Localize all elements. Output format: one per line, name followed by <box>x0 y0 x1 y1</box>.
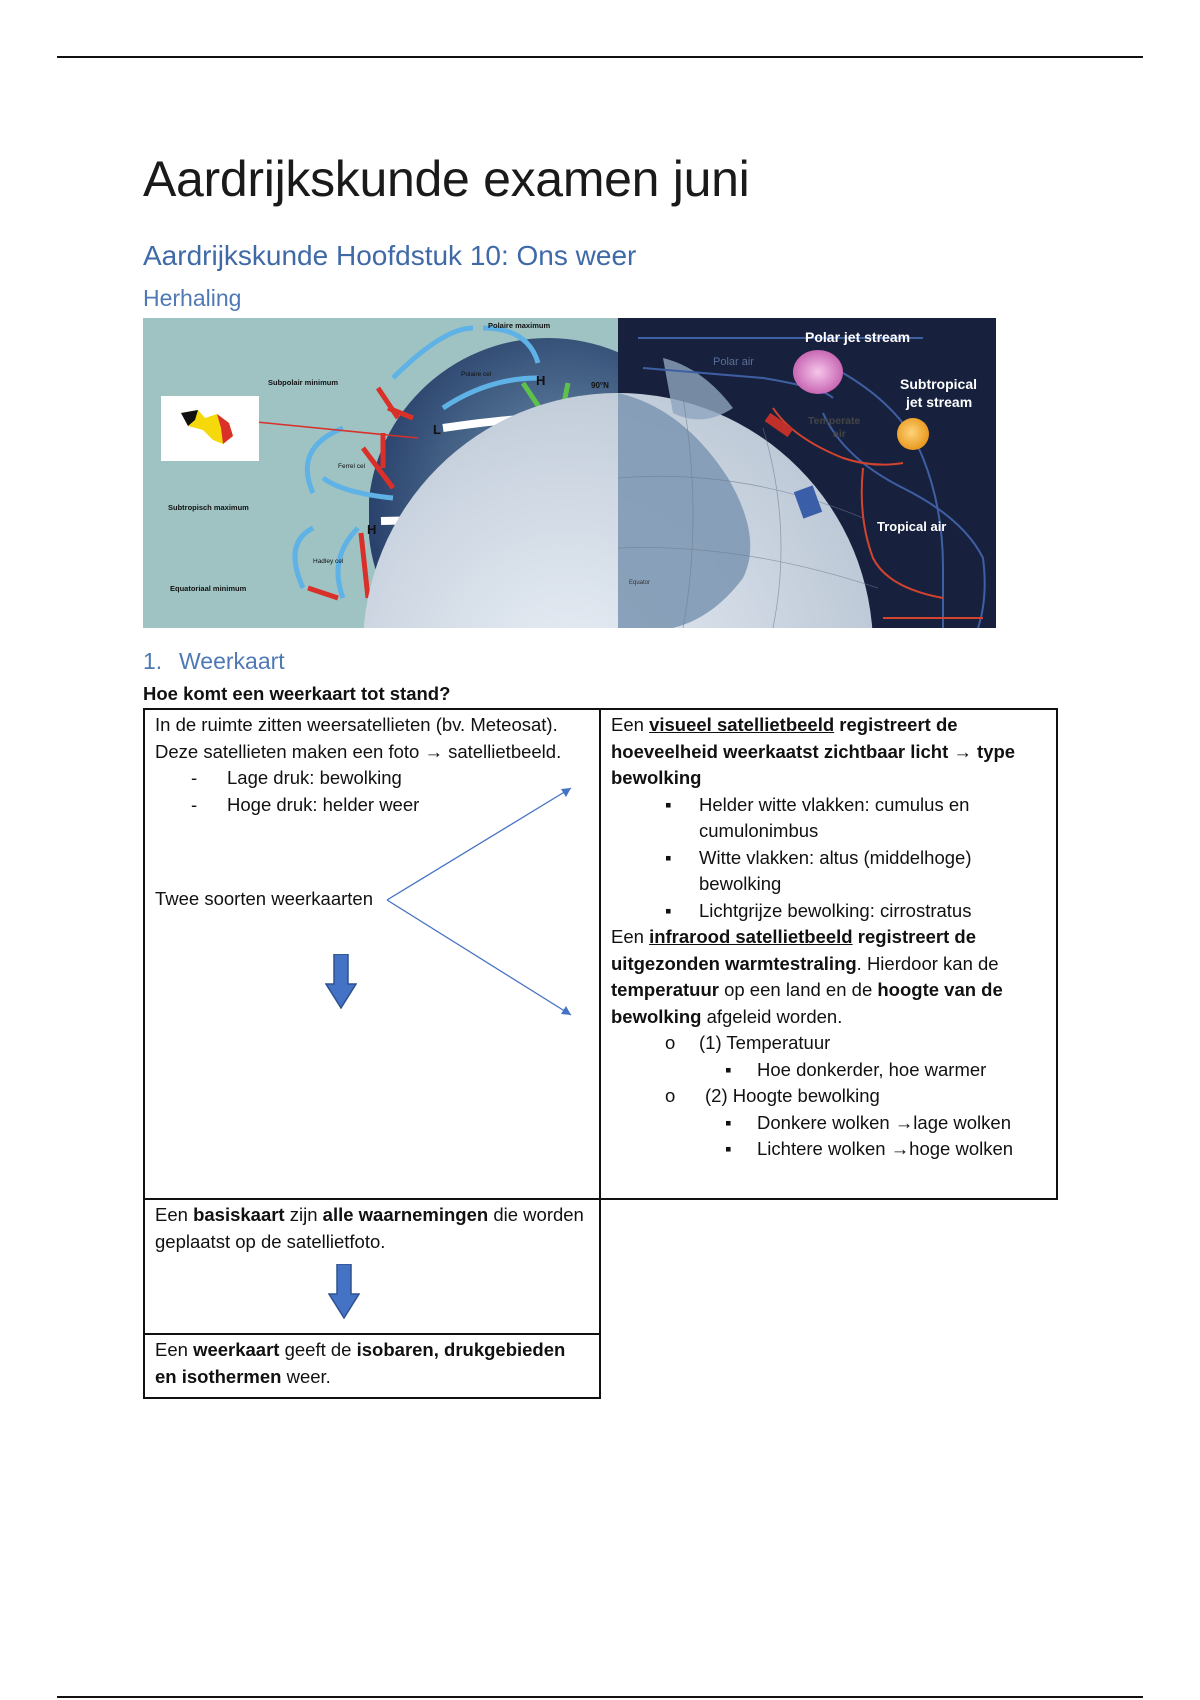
list-item: ▪ Helder witte vlakken: cumulus en cumulonimbus <box>665 793 970 841</box>
section-heading: Herhaling <box>143 285 242 311</box>
atmospheric-circulation-figure <box>143 318 996 628</box>
bottom-rule <box>57 1696 1143 1698</box>
cell-satellite-intro <box>143 708 601 1200</box>
infrared-satellite-paragraph: Een infrarood satellietbeeld registreert de uitgezonden warmtestraling. Hierdoor kan de temperatuur op een land en de hoogte van de bewolking afgeleid worden. <box>611 926 1003 1027</box>
label-equatoriaal-minimum: Equatoriaal minimum <box>170 584 247 593</box>
polar-jet-blob <box>793 350 843 394</box>
label-subpolair-minimum: Subpolair minimum <box>268 378 339 387</box>
list-item: ▪ Witte vlakken: altus (middelhoge) bewolking <box>665 846 972 894</box>
label-lat-90: 90°N <box>591 381 609 390</box>
label-subtropisch-maximum: Subtropisch maximum <box>168 503 249 512</box>
label-polair-maximum: Polaire maximum <box>488 321 551 330</box>
label-hadley-cel: Hadley cel <box>313 558 344 565</box>
label-tropical-air: Tropical air <box>877 519 947 534</box>
section-1-label: Weerkaart <box>179 648 285 674</box>
down-arrow-icon <box>325 954 357 1010</box>
label-h-low: H <box>367 522 377 537</box>
sub-list-item: o (1) Temperatuur <box>665 1032 831 1053</box>
cell-satellite-types <box>599 708 1058 1200</box>
right-arrow-glyph: → <box>424 740 443 762</box>
label-subtropical-jet-2: jet stream <box>906 394 973 410</box>
list-item: - Lage druk: bewolking <box>191 767 402 788</box>
visual-satellite-paragraph: Een visueel satellietbeeld registreert de hoeveelheid weerkaatst zichtbaar licht → type bewolking <box>611 714 1016 788</box>
chapter-heading: Aardrijkskunde Hoofdstuk 10: Ons weer <box>143 240 637 271</box>
weerkaart-paragraph: Een weerkaart geeft de isobaren, drukgebieden en isothermen weer. <box>155 1339 566 1387</box>
section-1-heading <box>143 648 285 675</box>
section-1-number: 1. <box>143 648 163 674</box>
cell-basiskaart <box>143 1198 601 1335</box>
label-temperate-air-1: Temperate <box>808 415 861 427</box>
list-item: ▪ Hoe donkerder, hoe warmer <box>725 1058 987 1080</box>
list-item: ▪ Donkere wolken →lage wolken <box>725 1111 1011 1133</box>
down-arrow-icon <box>328 1264 360 1320</box>
top-rule <box>57 56 1143 58</box>
sub-list-item: o (2) Hoogte bewolking <box>665 1085 880 1106</box>
label-polar-jet: Polar jet stream <box>805 329 911 345</box>
label-ferrel-cel: Ferrel cel <box>338 463 366 470</box>
cell-weerkaart <box>143 1333 601 1399</box>
split-arrows <box>385 770 601 1020</box>
question: Hoe komt een weerkaart tot stand? <box>143 683 451 704</box>
page-title: Aardrijkskunde examen juni <box>143 151 750 207</box>
label-equator: Equator <box>629 580 651 586</box>
subtropical-jet-blob <box>897 418 929 450</box>
cell1-paragraph: In de ruimte zitten weersatellieten (bv. Meteosat). Deze satellieten maken een foto → satellietbeeld. <box>155 714 562 762</box>
label-l-mid: L <box>433 422 441 437</box>
label-h-top: H <box>536 373 546 388</box>
basiskaart-paragraph: Een basiskaart zijn alle waarnemingen die worden geplaatst op de satellietfoto. <box>155 1204 584 1252</box>
label-polar-air: Polar air <box>713 356 754 368</box>
label-temperate-air-2: air <box>833 428 846 440</box>
list-item: ▪ Lichtere wolken →hoge wolken <box>725 1138 1014 1159</box>
list-item: ▪ Lichtgrijze bewolking: cirrostratus <box>665 899 972 921</box>
label-polaire-cel: Polaire cel <box>461 371 492 378</box>
two-types-label: Twee soorten weerkaarten <box>155 888 374 909</box>
label-subtropical-jet-1: Subtropical <box>900 376 978 392</box>
list-item: - Hoge druk: helder weer <box>191 793 420 815</box>
